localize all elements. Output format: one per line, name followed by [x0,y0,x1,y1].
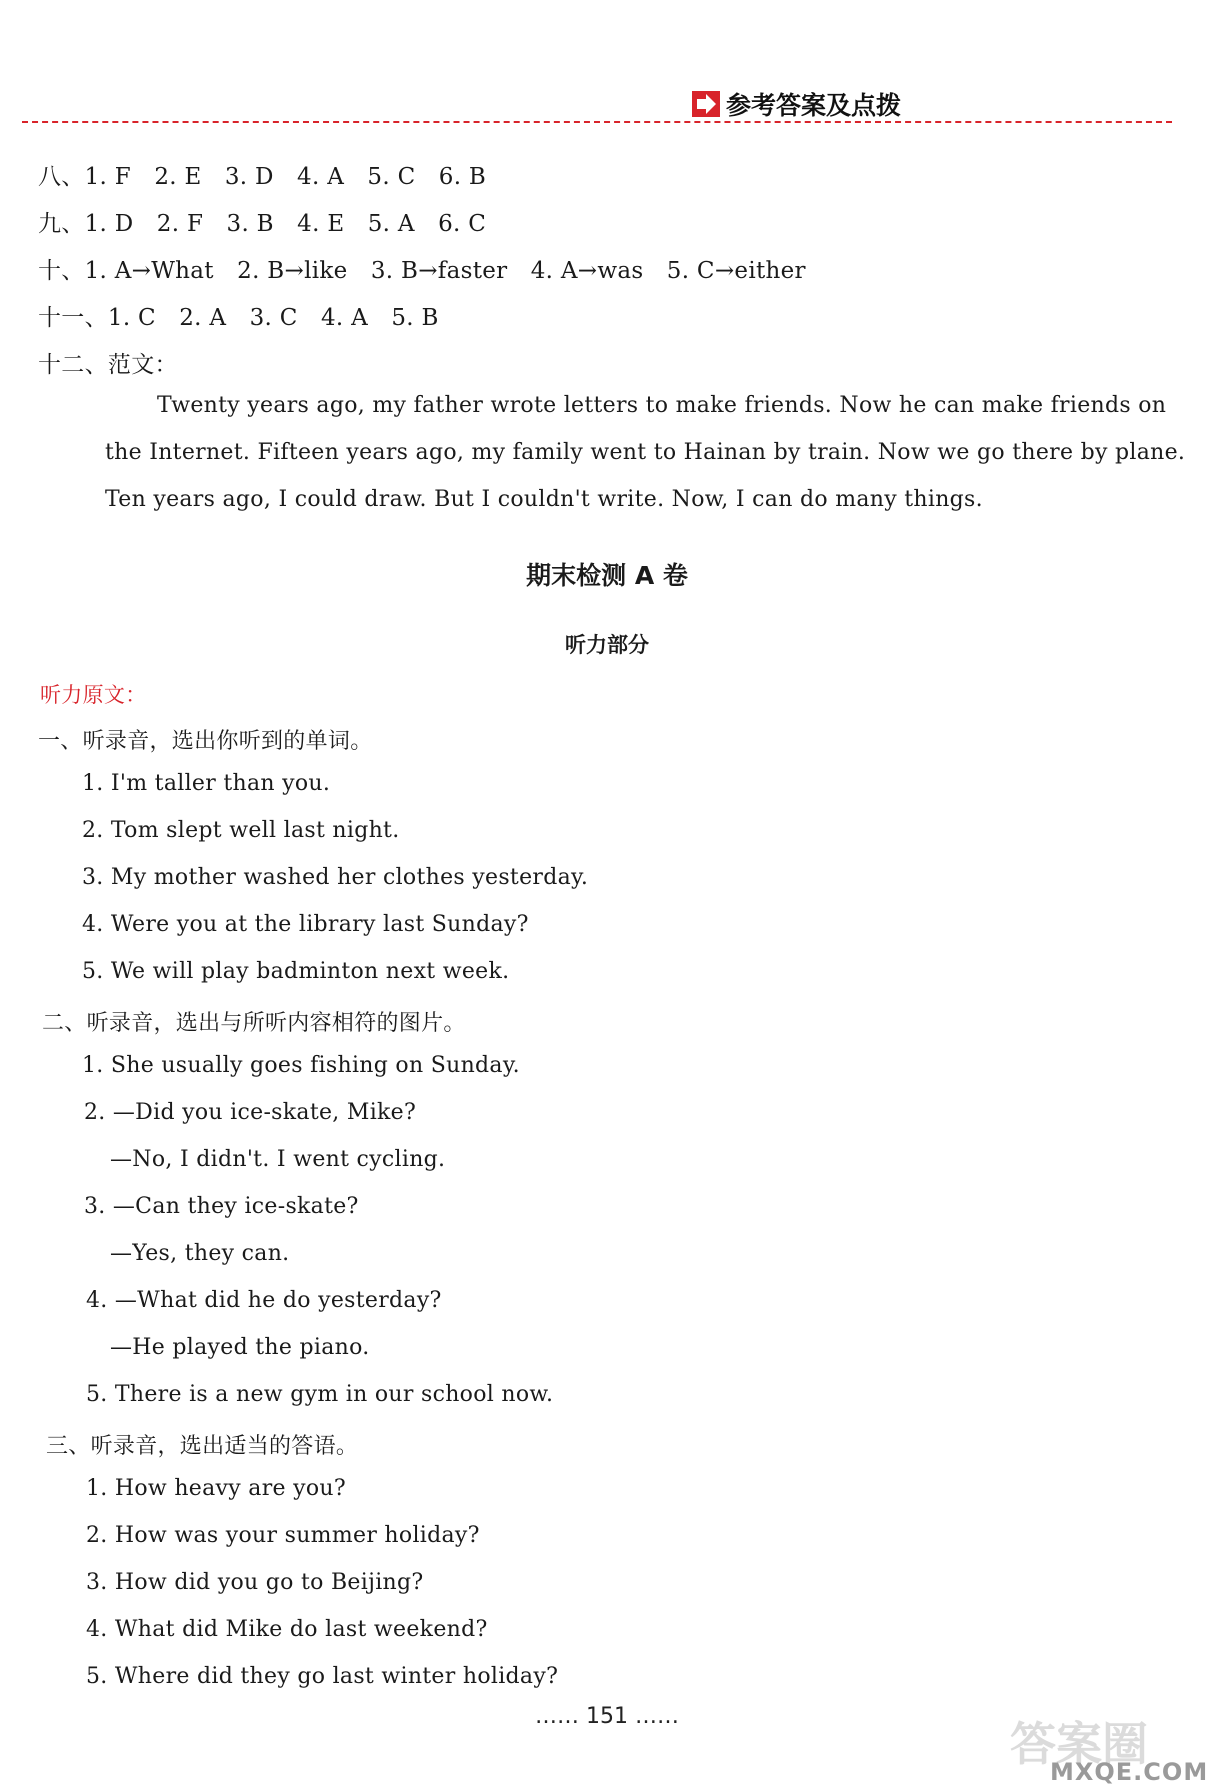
part1-item: 3. My mother washed her clothes yesterday. [82,865,589,890]
part2-item: 3. —Can they ice-skate? [84,1194,359,1219]
exam-title: 期末检测 A 卷 [526,561,688,590]
answer-line-9: 九、1. D 2. F 3. B 4. E 5. A 6. C [38,211,487,237]
part1-item: 5. We will play badminton next week. [82,959,510,984]
answer-line-10: 十、1. A→What 2. B→like 3. B→faster 4. A→was 5. C→either [38,258,806,284]
part2-item: 5. There is a new gym in our school now. [86,1382,554,1407]
arrow-icon [692,91,720,117]
answer-line-11: 十一、1. C 2. A 3. C 4. A 5. B [38,305,439,331]
part2-item: —He played the piano. [110,1335,370,1360]
part2-item: 4. —What did he do yesterday? [86,1288,442,1313]
answer-line-8: 八、1. F 2. E 3. D 4. A 5. C 6. B [38,164,487,190]
section-title: 听力部分 [565,633,649,657]
watermark-logo-text: 答案圈 [1010,1717,1148,1771]
part2-item: —No, I didn't. I went cycling. [110,1147,446,1172]
essay-line: Ten years ago, I could draw. But I couldn't write. Now, I can do many things. [105,487,983,512]
part3-item: 3. How did you go to Beijing? [86,1570,424,1595]
part3-item: 5. Where did they go last winter holiday? [86,1664,559,1689]
part1-item: 2. Tom slept well last night. [82,818,400,843]
essay-line: the Internet. Fifteen years ago, my family went to Hainan by train. Now we go there by plane. [105,440,1186,465]
part3-item: 2. How was your summer holiday? [86,1523,480,1548]
part1-item: 1. I'm taller than you. [82,771,331,796]
answer-line-12: 十二、范文： [38,352,178,378]
page-number: …… 151 …… [535,1704,679,1729]
watermark-text: MXQE.COM [1050,1758,1209,1786]
part1-title: 一、听录音，选出你听到的单词。 [38,729,373,754]
part2-item: 1. She usually goes fishing on Sunday. [82,1053,520,1078]
part3-item: 4. What did Mike do last weekend? [86,1617,488,1642]
header-title-group [692,86,901,122]
header-divider [22,121,1172,123]
part3-title: 三、听录音，选出适当的答语。 [46,1434,359,1459]
part3-item: 1. How heavy are you? [86,1476,346,1501]
essay-line: Twenty years ago, my father wrote letters to make friends. Now he can make friends on [157,393,1167,418]
page-header [0,82,1214,122]
part1-item: 4. Were you at the library last Sunday? [82,912,529,937]
header-title: 参考答案及点拨 [726,91,902,120]
transcript-label: 听力原文： [40,683,147,707]
part2-item: —Yes, they can. [110,1241,290,1266]
part2-item: 2. —Did you ice-skate, Mike? [84,1100,417,1125]
part2-title: 二、听录音，选出与所听内容相符的图片。 [42,1011,466,1036]
